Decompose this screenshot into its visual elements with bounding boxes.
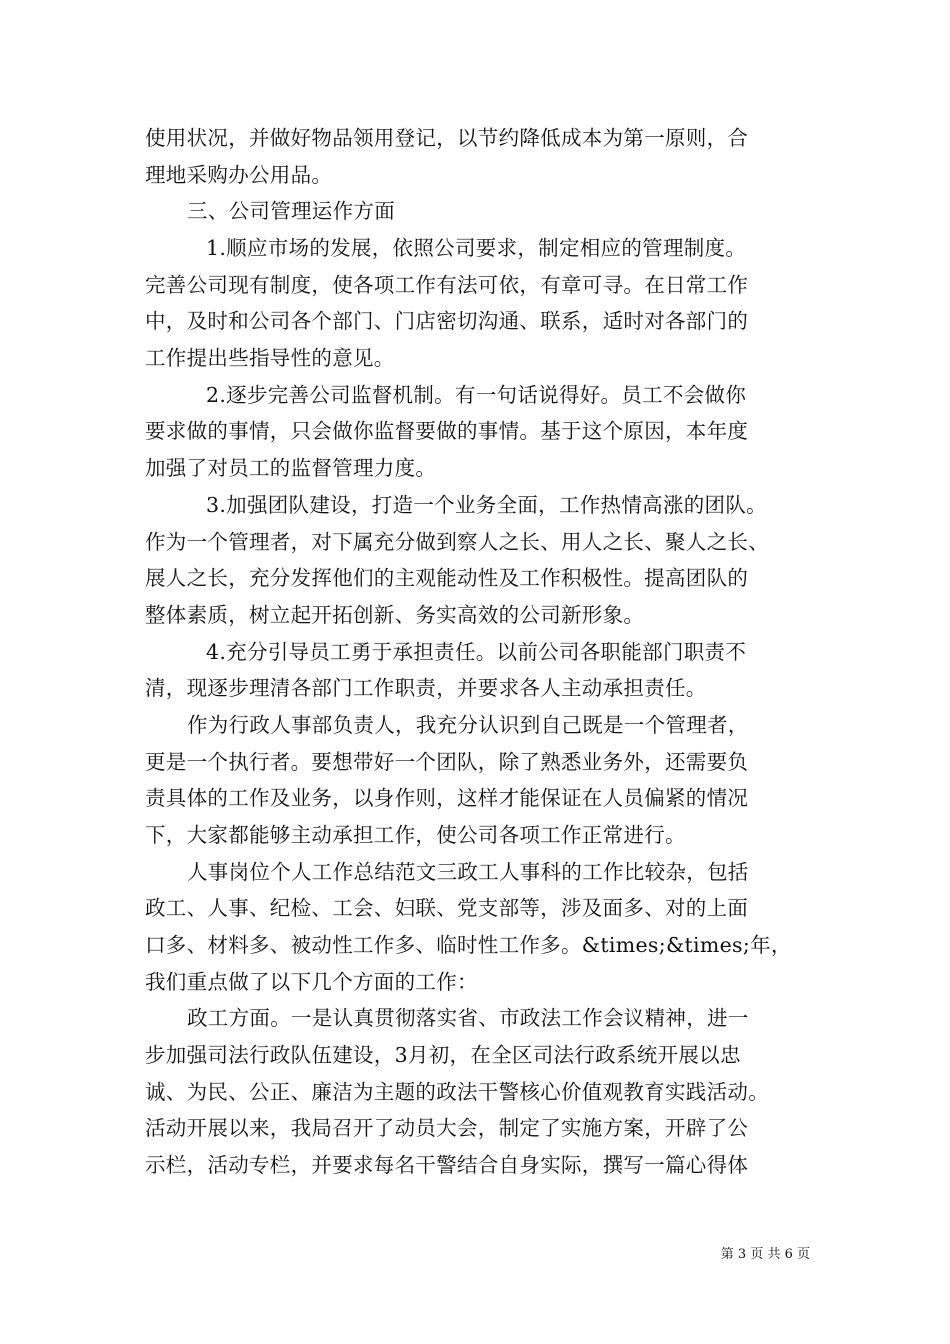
text-line: 中，及时和公司各个部门、门店密切沟通、联系，适时对各部门的 [145,309,749,333]
text-line: 工作提出些指导性的意见。 [145,346,395,370]
text-line: 人事岗位个人工作总结范文三政工人事科的工作比较杂，包括 [187,860,749,884]
text-line: 3.加强团队建设，打造一个业务全面，工作热情高涨的团队。 [206,493,767,517]
text-line: 政工方面。一是认真贯彻落实省、市政法工作会议精神，进一 [187,1006,749,1030]
text-line: 理地采购办公用品。 [145,163,333,187]
text-line: 作为行政人事部负责人，我充分认识到自己既是一个管理者， [187,713,749,737]
text-line: 1.顺应市场的发展，依照公司要求，制定相应的管理制度。 [206,236,747,260]
text-line: 清，现逐步理清各部门工作职责，并要求各人主动承担责任。 [145,676,707,700]
text-line: 展人之长，充分发挥他们的主观能动性及工作积极性。提高团队的 [145,566,749,590]
text-line: 政工、人事、纪检、工会、妇联、党支部等，涉及面多、对的上面 [145,896,749,920]
text-line: 活动开展以来，我局召开了动员大会，制定了实施方案，开辟了公 [145,1116,749,1140]
section-heading: 三、公司管理运作方面 [187,199,395,223]
text-line: 责具体的工作及业务，以身作则，这样才能保证在人员偏紧的情况 [145,786,749,810]
text-line: 示栏，活动专栏，并要求每名干警结合自身实际，撰写一篇心得体 [145,1153,749,1177]
text-line: 使用状况，并做好物品领用登记，以节约降低成本为第一原则，合 [145,126,749,150]
text-line: 口多、材料多、被动性工作多、临时性工作多。&times;&times;年， [145,933,792,957]
text-line: 4.充分引导员工勇于承担责任。以前公司各职能部门职责不 [206,640,747,664]
text-line: 要求做的事情，只会做你监督要做的事情。基于这个原因，本年度 [145,419,749,443]
text-line: 下，大家都能够主动承担工作，使公司各项工作正常进行。 [145,823,686,847]
text-line: 作为一个管理者，对下属充分做到察人之长、用人之长、聚人之长、 [145,530,769,554]
text-line: 加强了对员工的监督管理力度。 [145,456,437,480]
text-line: 诚、为民、公正、廉洁为主题的政法干警核心价值观教育实践活动。 [145,1080,769,1104]
page-number: 第 3 页 共 6 页 [720,1247,810,1262]
text-line: 我们重点做了以下几个方面的工作： [145,970,478,994]
text-line: 更是一个执行者。要想带好一个团队，除了熟悉业务外，还需要负 [145,750,749,774]
text-line: 步加强司法行政队伍建设，3月初，在全区司法行政系统开展以忠 [145,1043,741,1067]
text-line: 完善公司现有制度，使各项工作有法可依，有章可寻。在日常工作 [145,273,749,297]
text-line: 整体素质，树立起开拓创新、务实高效的公司新形象。 [145,603,645,627]
text-line: 2.逐步完善公司监督机制。有一句话说得好。员工不会做你 [206,383,747,407]
